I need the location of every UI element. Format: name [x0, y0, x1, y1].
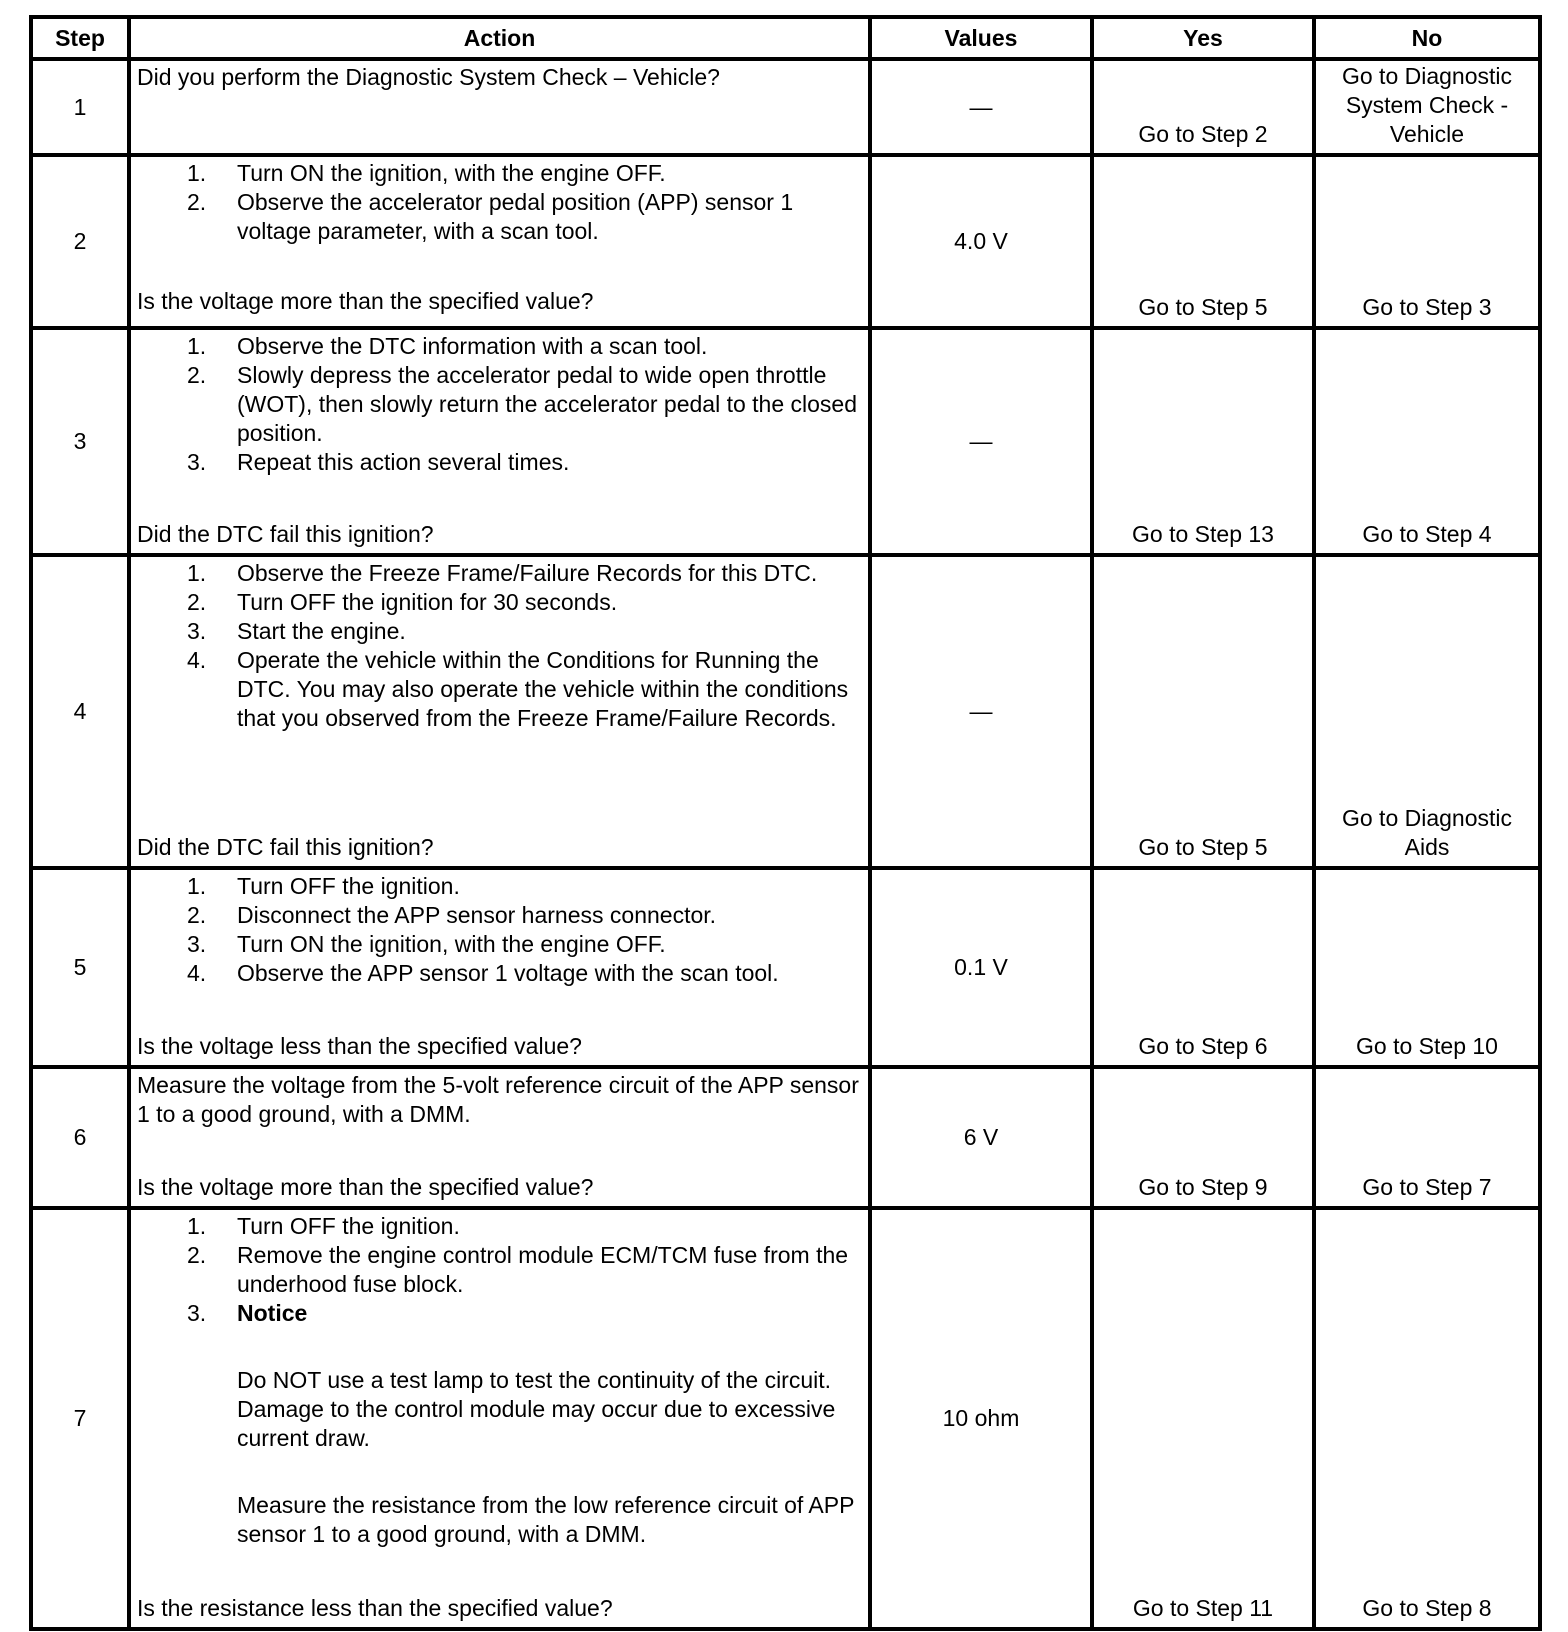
yes-cell: Go to Step 6: [1092, 868, 1314, 1067]
list-item: 4. Operate the vehicle within the Conditions for Running the DTC. You may also operate the vehicle within the conditions that you observed from the Freeze Frame/Failure Records.: [187, 647, 849, 731]
header-yes: Yes: [1092, 17, 1314, 59]
no-cell: Go to Step 7: [1314, 1067, 1540, 1208]
list-item: 3. Notice Do NOT use a test lamp to test the continuity of the circuit. Damage to the control module may occur due to excessive current draw. Measure the resistance from the low reference circuit of APP sensor 1 to a good ground, with a DMM.: [137, 1299, 862, 1549]
step-number: 7: [31, 1208, 129, 1629]
list-item: 2. Remove the engine control module ECM/TCM fuse from the underhood fuse block.: [187, 1242, 849, 1297]
table-row: [31, 155, 1540, 328]
action-text: Did you perform the Diagnostic System Check – Vehicle?: [137, 64, 720, 90]
yes-cell: Go to Step 2: [1092, 59, 1314, 155]
list-item: 3. Repeat this action several times.: [187, 449, 570, 475]
header-action: Action: [129, 17, 870, 59]
yes-cell: Go to Step 11: [1092, 1208, 1314, 1629]
no-cell: Go to Step 10: [1314, 868, 1540, 1067]
list-item: 3. Turn ON the ignition, with the engine OFF.: [187, 931, 666, 957]
table-row: [31, 1208, 1540, 1629]
action-text: Measure the voltage from the 5-volt reference circuit of the APP sensor 1 to a good ground, with a DMM.: [137, 1072, 859, 1127]
action-cell: [129, 1208, 870, 1629]
no-cell: Go to Step 3: [1314, 155, 1540, 328]
table-row: [31, 555, 1540, 868]
yes-cell: Go to Step 5: [1092, 555, 1314, 868]
header-step: Step: [31, 17, 129, 59]
table-row: [31, 328, 1540, 555]
list-item: 2. Slowly depress the accelerator pedal to wide open throttle (WOT), then slowly return the accelerator pedal to the closed position.: [187, 362, 858, 446]
list-item: 1. Observe the DTC information with a scan tool.: [187, 333, 708, 359]
question-text: Did the DTC fail this ignition?: [137, 521, 434, 547]
header-no: No: [1314, 17, 1540, 59]
action-cell: [129, 1067, 870, 1208]
question-text: Is the voltage more than the specified value?: [137, 288, 594, 314]
value-cell: —: [870, 59, 1092, 155]
list-item: 1. Turn OFF the ignition.: [187, 1213, 460, 1239]
table-row: [31, 868, 1540, 1067]
list-item: 1. Observe the Freeze Frame/Failure Records for this DTC.: [187, 560, 818, 586]
yes-cell: Go to Step 13: [1092, 328, 1314, 555]
no-cell: Go to Diagnostic Aids: [1314, 555, 1540, 868]
question-text: Is the voltage more than the specified value?: [137, 1174, 594, 1200]
question-text: Is the voltage less than the specified value?: [137, 1033, 582, 1059]
diagnostic-table: [29, 15, 1542, 1631]
question-text: Is the resistance less than the specified value?: [137, 1595, 613, 1621]
table-row: [31, 59, 1540, 155]
notice-action: Measure the resistance from the low reference circuit of APP sensor 1 to a good ground, with a DMM.: [237, 1492, 855, 1547]
step-number: 1: [31, 59, 129, 155]
value-cell: —: [870, 555, 1092, 868]
action-cell: [129, 155, 870, 328]
table-row: [31, 1067, 1540, 1208]
step-number: 4: [31, 555, 129, 868]
value-cell: —: [870, 328, 1092, 555]
step-number: 5: [31, 868, 129, 1067]
list-item: 3. Start the engine.: [187, 618, 406, 644]
header-row: [31, 17, 1540, 59]
notice-title: Notice: [237, 1300, 308, 1326]
step-number: 6: [31, 1067, 129, 1208]
action-cell: [129, 555, 870, 868]
no-cell: Go to Step 4: [1314, 328, 1540, 555]
question-text: Did the DTC fail this ignition?: [137, 834, 434, 860]
list-item: 2. Disconnect the APP sensor harness connector.: [187, 902, 717, 928]
value-cell: 4.0 V: [870, 155, 1092, 328]
yes-cell: Go to Step 5: [1092, 155, 1314, 328]
action-cell: [129, 868, 870, 1067]
list-item: 1. Turn ON the ignition, with the engine OFF.: [187, 160, 666, 186]
list-item: 1. Turn OFF the ignition.: [187, 873, 460, 899]
header-values: Values: [870, 17, 1092, 59]
value-cell: 6 V: [870, 1067, 1092, 1208]
no-cell: Go to Step 8: [1314, 1208, 1540, 1629]
step-number: 2: [31, 155, 129, 328]
notice-text: Do NOT use a test lamp to test the continuity of the circuit. Damage to the control module may occur due to excessive current draw.: [237, 1367, 836, 1451]
list-item: 2. Observe the accelerator pedal position (APP) sensor 1 voltage parameter, with a scan tool.: [187, 189, 794, 244]
value-cell: 0.1 V: [870, 868, 1092, 1067]
list-item: 4. Observe the APP sensor 1 voltage with the scan tool.: [187, 960, 779, 986]
yes-cell: Go to Step 9: [1092, 1067, 1314, 1208]
no-cell: Go to Diagnostic System Check - Vehicle: [1314, 59, 1540, 155]
action-cell: [129, 59, 870, 155]
value-cell: 10 ohm: [870, 1208, 1092, 1629]
step-number: 3: [31, 328, 129, 555]
action-cell: [129, 328, 870, 555]
list-item: 2. Turn OFF the ignition for 30 seconds.: [187, 589, 618, 615]
